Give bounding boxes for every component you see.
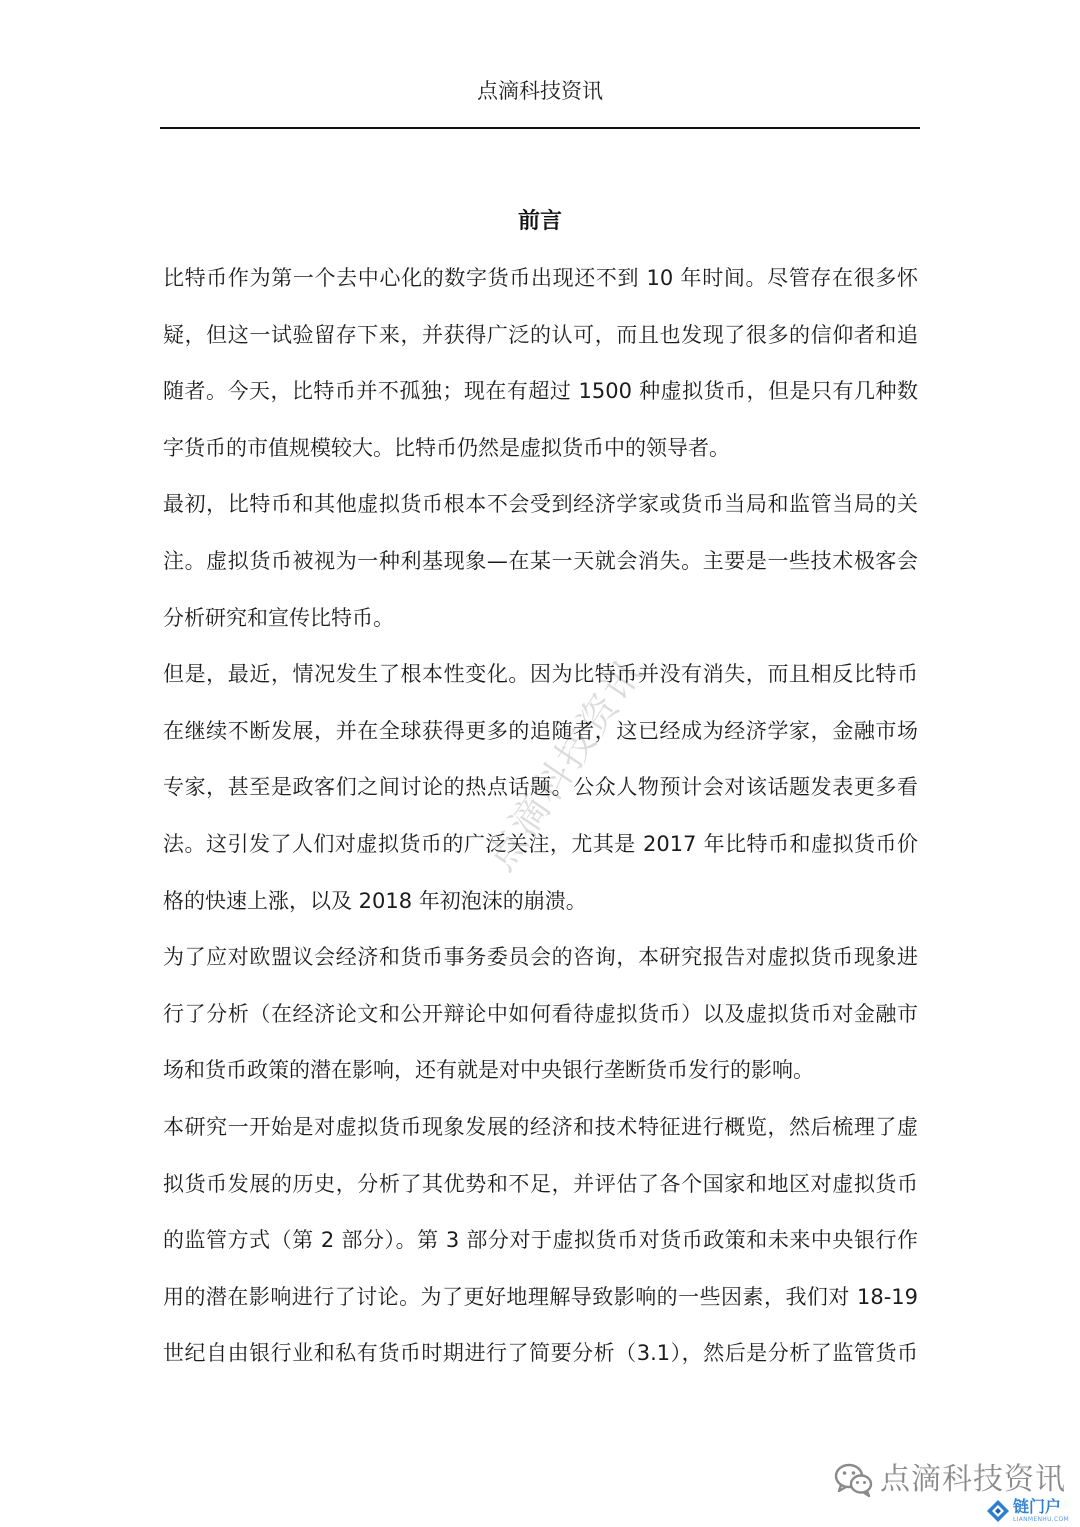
text-line: 字货币的市值规模较大。比特币仍然是虚拟货币中的领导者。 [163,435,730,460]
text-line: 最初，比特币和其他虚拟货币根本不会受到经济学家或货币当局和监管当局的关 [163,492,918,517]
site-logo [986,1497,1076,1525]
diagonal-watermark: 点滴科技资讯 [477,649,653,879]
text-line: 分析研究和宣传比特币。 [163,605,394,630]
text-line: 场和货币政策的潜在影响，还有就是对中央银行垄断货币发行的影响。 [163,1058,814,1083]
text-line: 格的快速上涨，以及 2018 年初泡沫的崩溃。 [163,888,587,913]
text-line: 为了应对欧盟议会经济和货币事务委员会的咨询，本研究报告对虚拟货币现象进 [163,945,918,970]
text-line: 用的潜在影响进行了讨论。为了更好地理解导致影响的一些因素，我们对 18-19 [163,1284,918,1309]
paragraph-2 [163,476,918,646]
text-line: 比特币作为第一个去中心化的数字货币出现还不到 10 年时间。尽管存在很多怀 [163,266,918,290]
paragraph-5 [163,1099,918,1382]
text-line: 随者。今天，比特币并不孤独；现在有超过 1500 种虚拟货币，但是只有几种数 [163,379,918,404]
wechat-account-name: 点滴科技资讯 [880,1462,1066,1497]
text-line: 的监管方式（第 2 部分）。第 3 部分对于虚拟货币对货币政策和未来中央银行作 [163,1228,918,1253]
section-title: 前言 [517,209,562,234]
text-line: 本研究一开始是对虚拟货币现象发展的经济和技术特征进行概览，然后梳理了虚 [163,1114,918,1139]
text-line: 疑，但这一试验留存下来，并获得广泛的认可，而且也发现了很多的信仰者和追 [163,322,918,347]
wechat-icon [834,1462,874,1498]
site-logo-name: 链门户 [1013,1497,1062,1516]
text-line: 行了分析（在经济论文和公开辩论中如何看待虚拟货币）以及虚拟货币对金融市 [163,1001,918,1026]
wechat-account-tag [834,1460,1066,1500]
text-line: 专家，甚至是政客们之间讨论的热点话题。公众人物预计会对该话题发表更多看 [163,775,918,800]
text-line: 世纪自由银行业和私有货币时期进行了简要分析（3.1），然后是分析了监管货币 [163,1341,918,1366]
text-line: 但是，最近，情况发生了根本性变化。因为比特币并没有消失，而且相反比特币 [163,662,918,687]
text-line: 在继续不断发展，并在全球获得更多的追随者，这已经成为经济学家，金融市场 [163,718,918,743]
header-divider [160,127,920,129]
running-header: 点滴科技资讯 [477,79,603,103]
paragraph-1 [163,250,918,476]
paragraph-4 [163,929,918,1099]
text-line: 法。这引发了人们对虚拟货币的广泛关注，尤其是 2017 年比特币和虚拟货币价 [163,831,918,856]
site-logo-domain: LIANMENHU.COM [1013,1516,1069,1523]
text-line: 拟货币发展的历史，分析了其优势和不足，并评估了各个国家和地区对虚拟货币 [163,1171,918,1196]
text-line: 注。虚拟货币被视为一种利基现象—在某一天就会消失。主要是一些技术极客会 [163,548,918,573]
lianmenhu-logo-icon [986,1499,1010,1523]
